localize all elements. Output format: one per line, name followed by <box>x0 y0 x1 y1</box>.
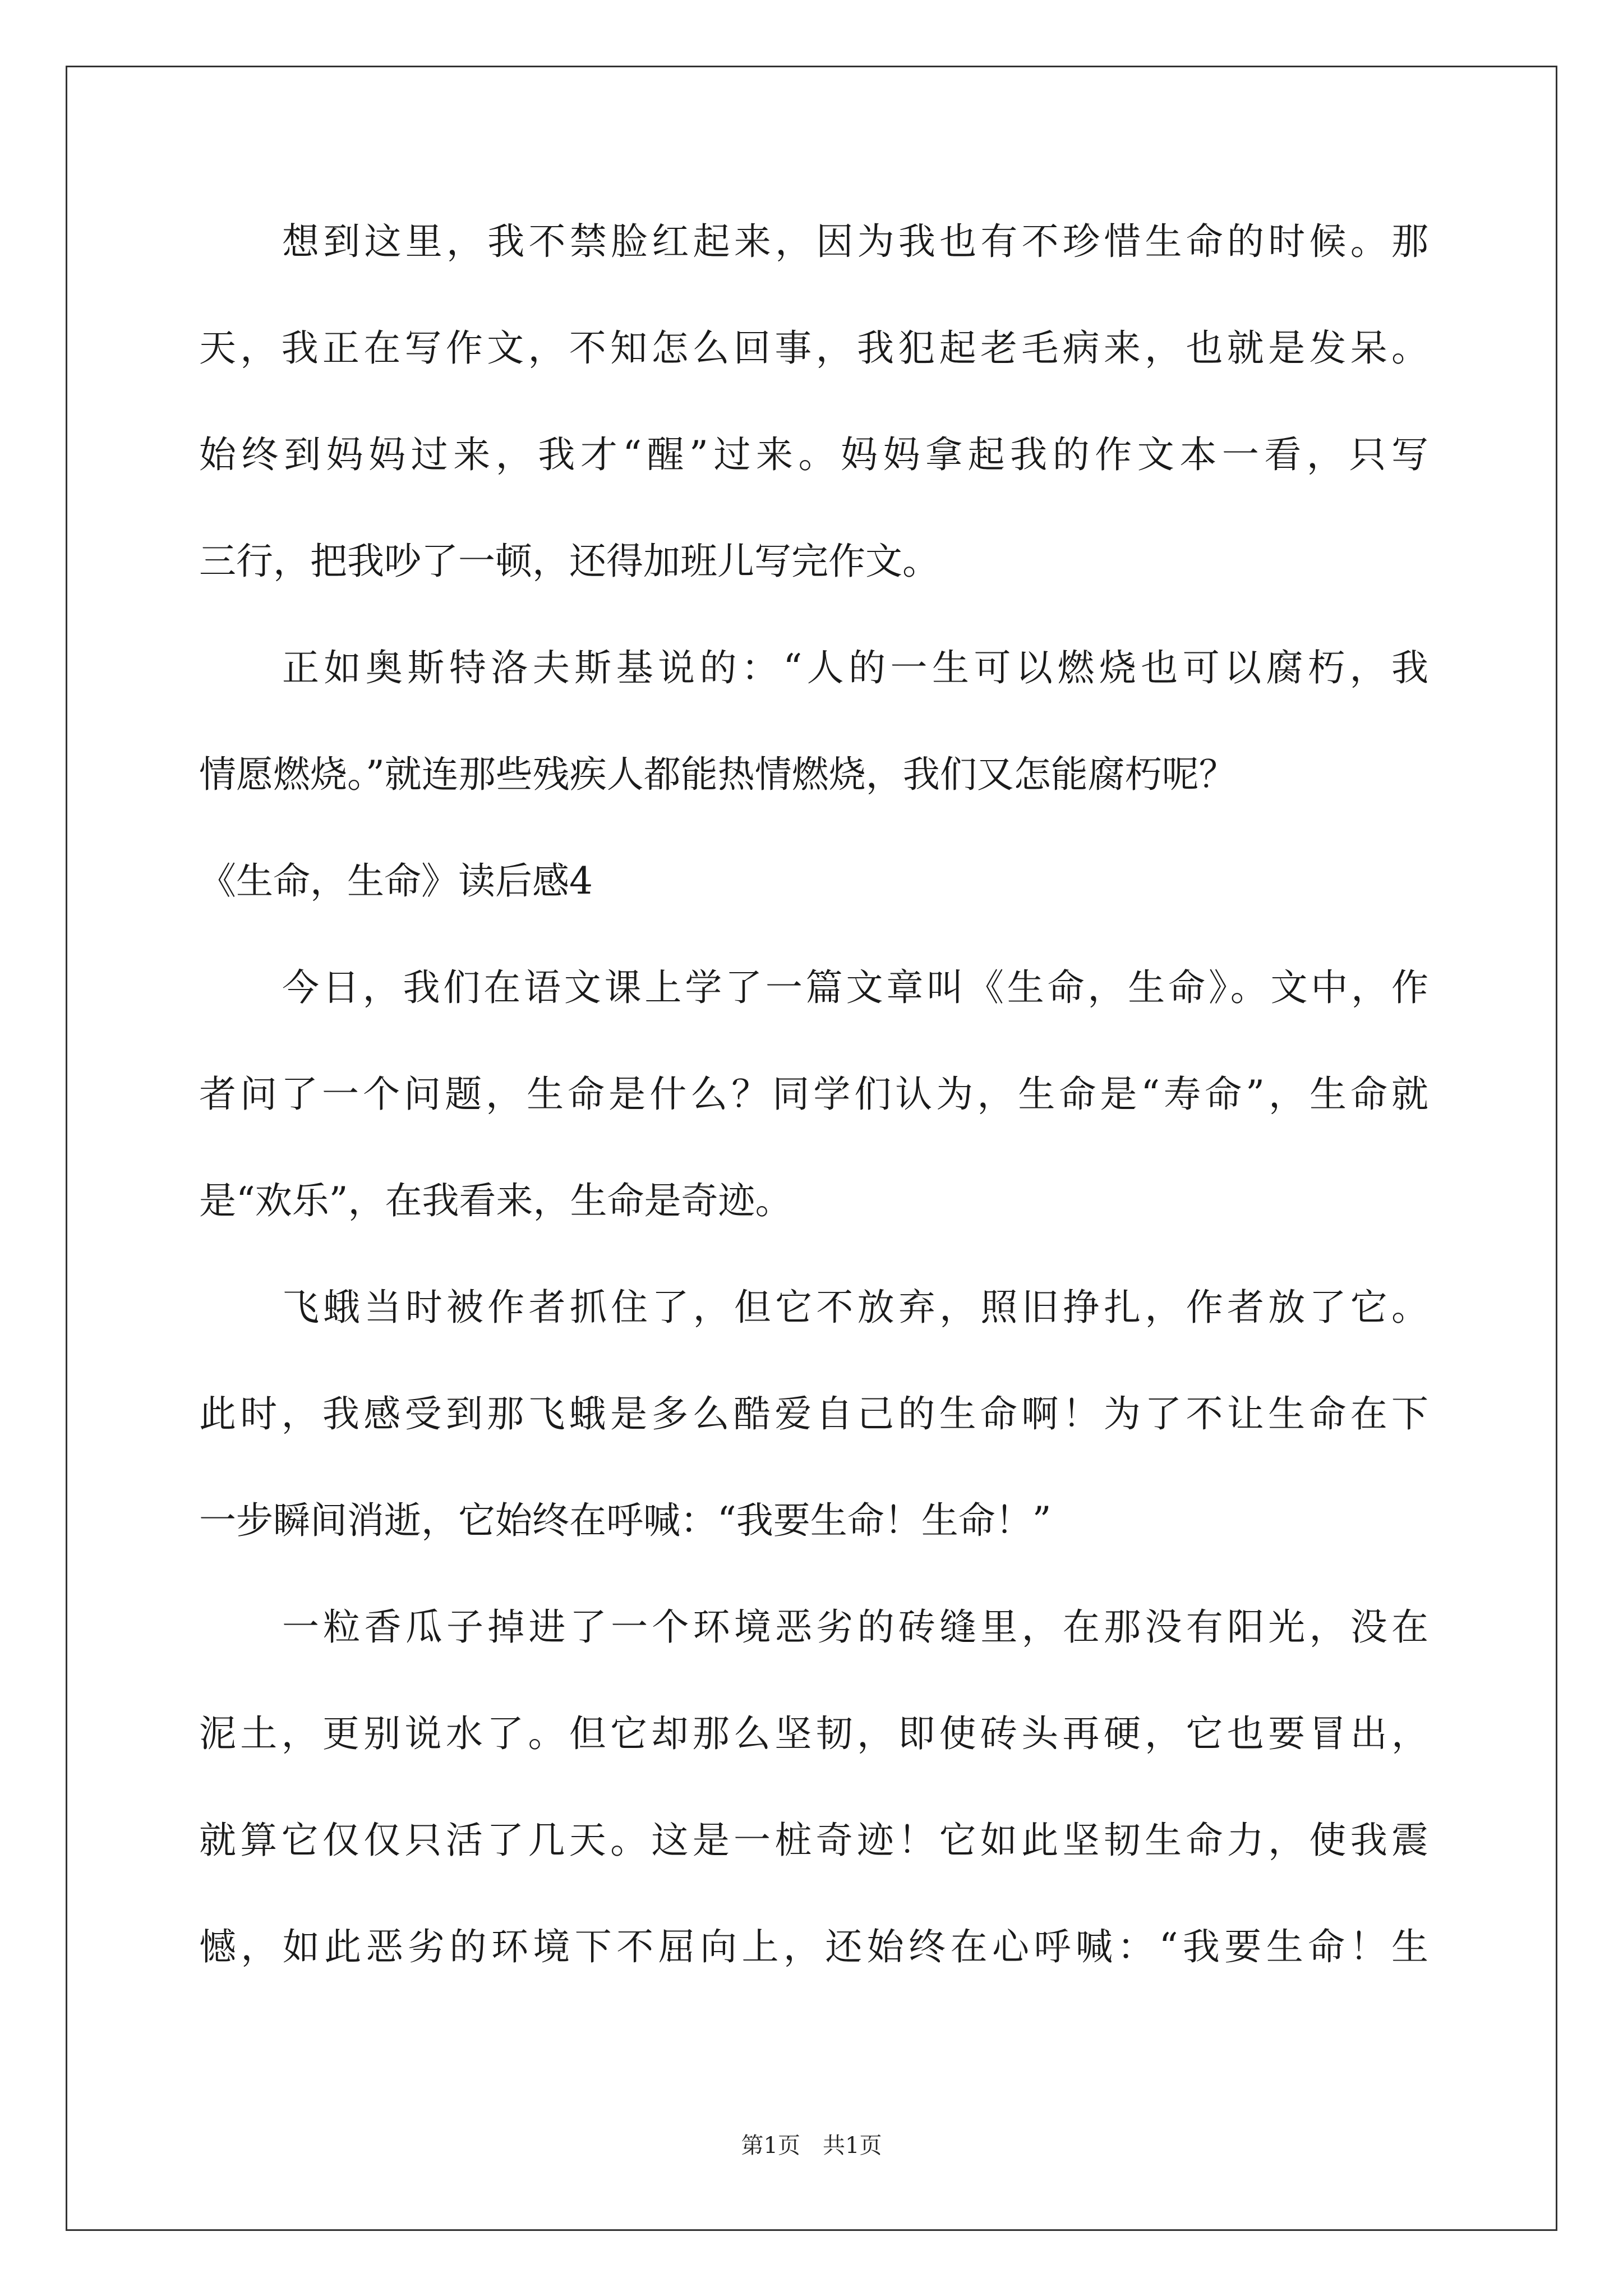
line-text: 始终到妈妈过来，我才“醒”过来。妈妈拿起我的作文本一看，只写 <box>199 433 1428 476</box>
page-total: 共1页 <box>823 2133 882 2159</box>
document-body <box>199 212 1428 2024</box>
text-line <box>199 1065 1428 1171</box>
text-line <box>199 745 1428 852</box>
page-number: 第1页 <box>741 2133 800 2159</box>
text-line <box>199 1384 1428 1491</box>
text-line <box>199 1917 1428 2024</box>
line-text: 飞蛾当时被作者抓住了，但它不放弃，照旧挣扎，作者放了它。 <box>282 1286 1428 1329</box>
line-text: 正如奥斯特洛夫斯基说的：“人的一生可以燃烧也可以腐朽，我 <box>282 646 1428 689</box>
text-line <box>199 1598 1428 1704</box>
line-text: 天，我正在写作文，不知怎么回事，我犯起老毛病来，也就是发呆。 <box>199 326 1428 370</box>
line-text: 一步瞬间消逝，它始终在呼喊：“我要生命！生命！” <box>199 1499 1052 1542</box>
line-text: 是“欢乐”，在我看来，生命是奇迹。 <box>199 1179 792 1222</box>
section-heading <box>199 852 1428 958</box>
heading-text: 《生命，生命》读后感4 <box>199 859 593 903</box>
text-line <box>199 1491 1428 1598</box>
line-text: 就算它仅仅只活了几天。这是一桩奇迹！它如此坚韧生命力，使我震 <box>199 1819 1428 1862</box>
line-text: 情愿燃烧。”就连那些残疾人都能热情燃烧，我们又怎能腐朽呢？ <box>199 753 1236 796</box>
line-text: 憾，如此恶劣的环境下不屈向上，还始终在心呼喊：“我要生命！生 <box>199 1925 1428 1968</box>
text-line <box>199 638 1428 745</box>
text-line <box>199 532 1428 638</box>
text-line <box>199 1278 1428 1384</box>
line-text: 此时，我感受到那飞蛾是多么酷爱自己的生命啊！为了不让生命在下 <box>199 1392 1428 1435</box>
line-text: 今日，我们在语文课上学了一篇文章叫《生命，生命》。文中，作 <box>282 966 1428 1009</box>
line-text: 一粒香瓜子掉进了一个环境恶劣的砖缝里，在那没有阳光，没在 <box>282 1605 1428 1649</box>
text-line <box>199 1811 1428 1917</box>
page-footer <box>0 2132 1623 2160</box>
text-line <box>199 1171 1428 1278</box>
line-text: 想到这里，我不禁脸红起来，因为我也有不珍惜生命的时候。那 <box>282 220 1428 263</box>
text-line <box>199 958 1428 1065</box>
text-line <box>199 425 1428 532</box>
line-text: 者问了一个问题，生命是什么？同学们认为，生命是“寿命”，生命就 <box>199 1073 1428 1116</box>
text-line <box>199 319 1428 425</box>
text-line <box>199 212 1428 319</box>
line-text: 三行，把我吵了一顿，还得加班儿写完作文。 <box>199 540 939 583</box>
text-line <box>199 1704 1428 1811</box>
line-text: 泥土，更别说水了。但它却那么坚韧，即使砖头再硬，它也要冒出， <box>199 1712 1428 1755</box>
